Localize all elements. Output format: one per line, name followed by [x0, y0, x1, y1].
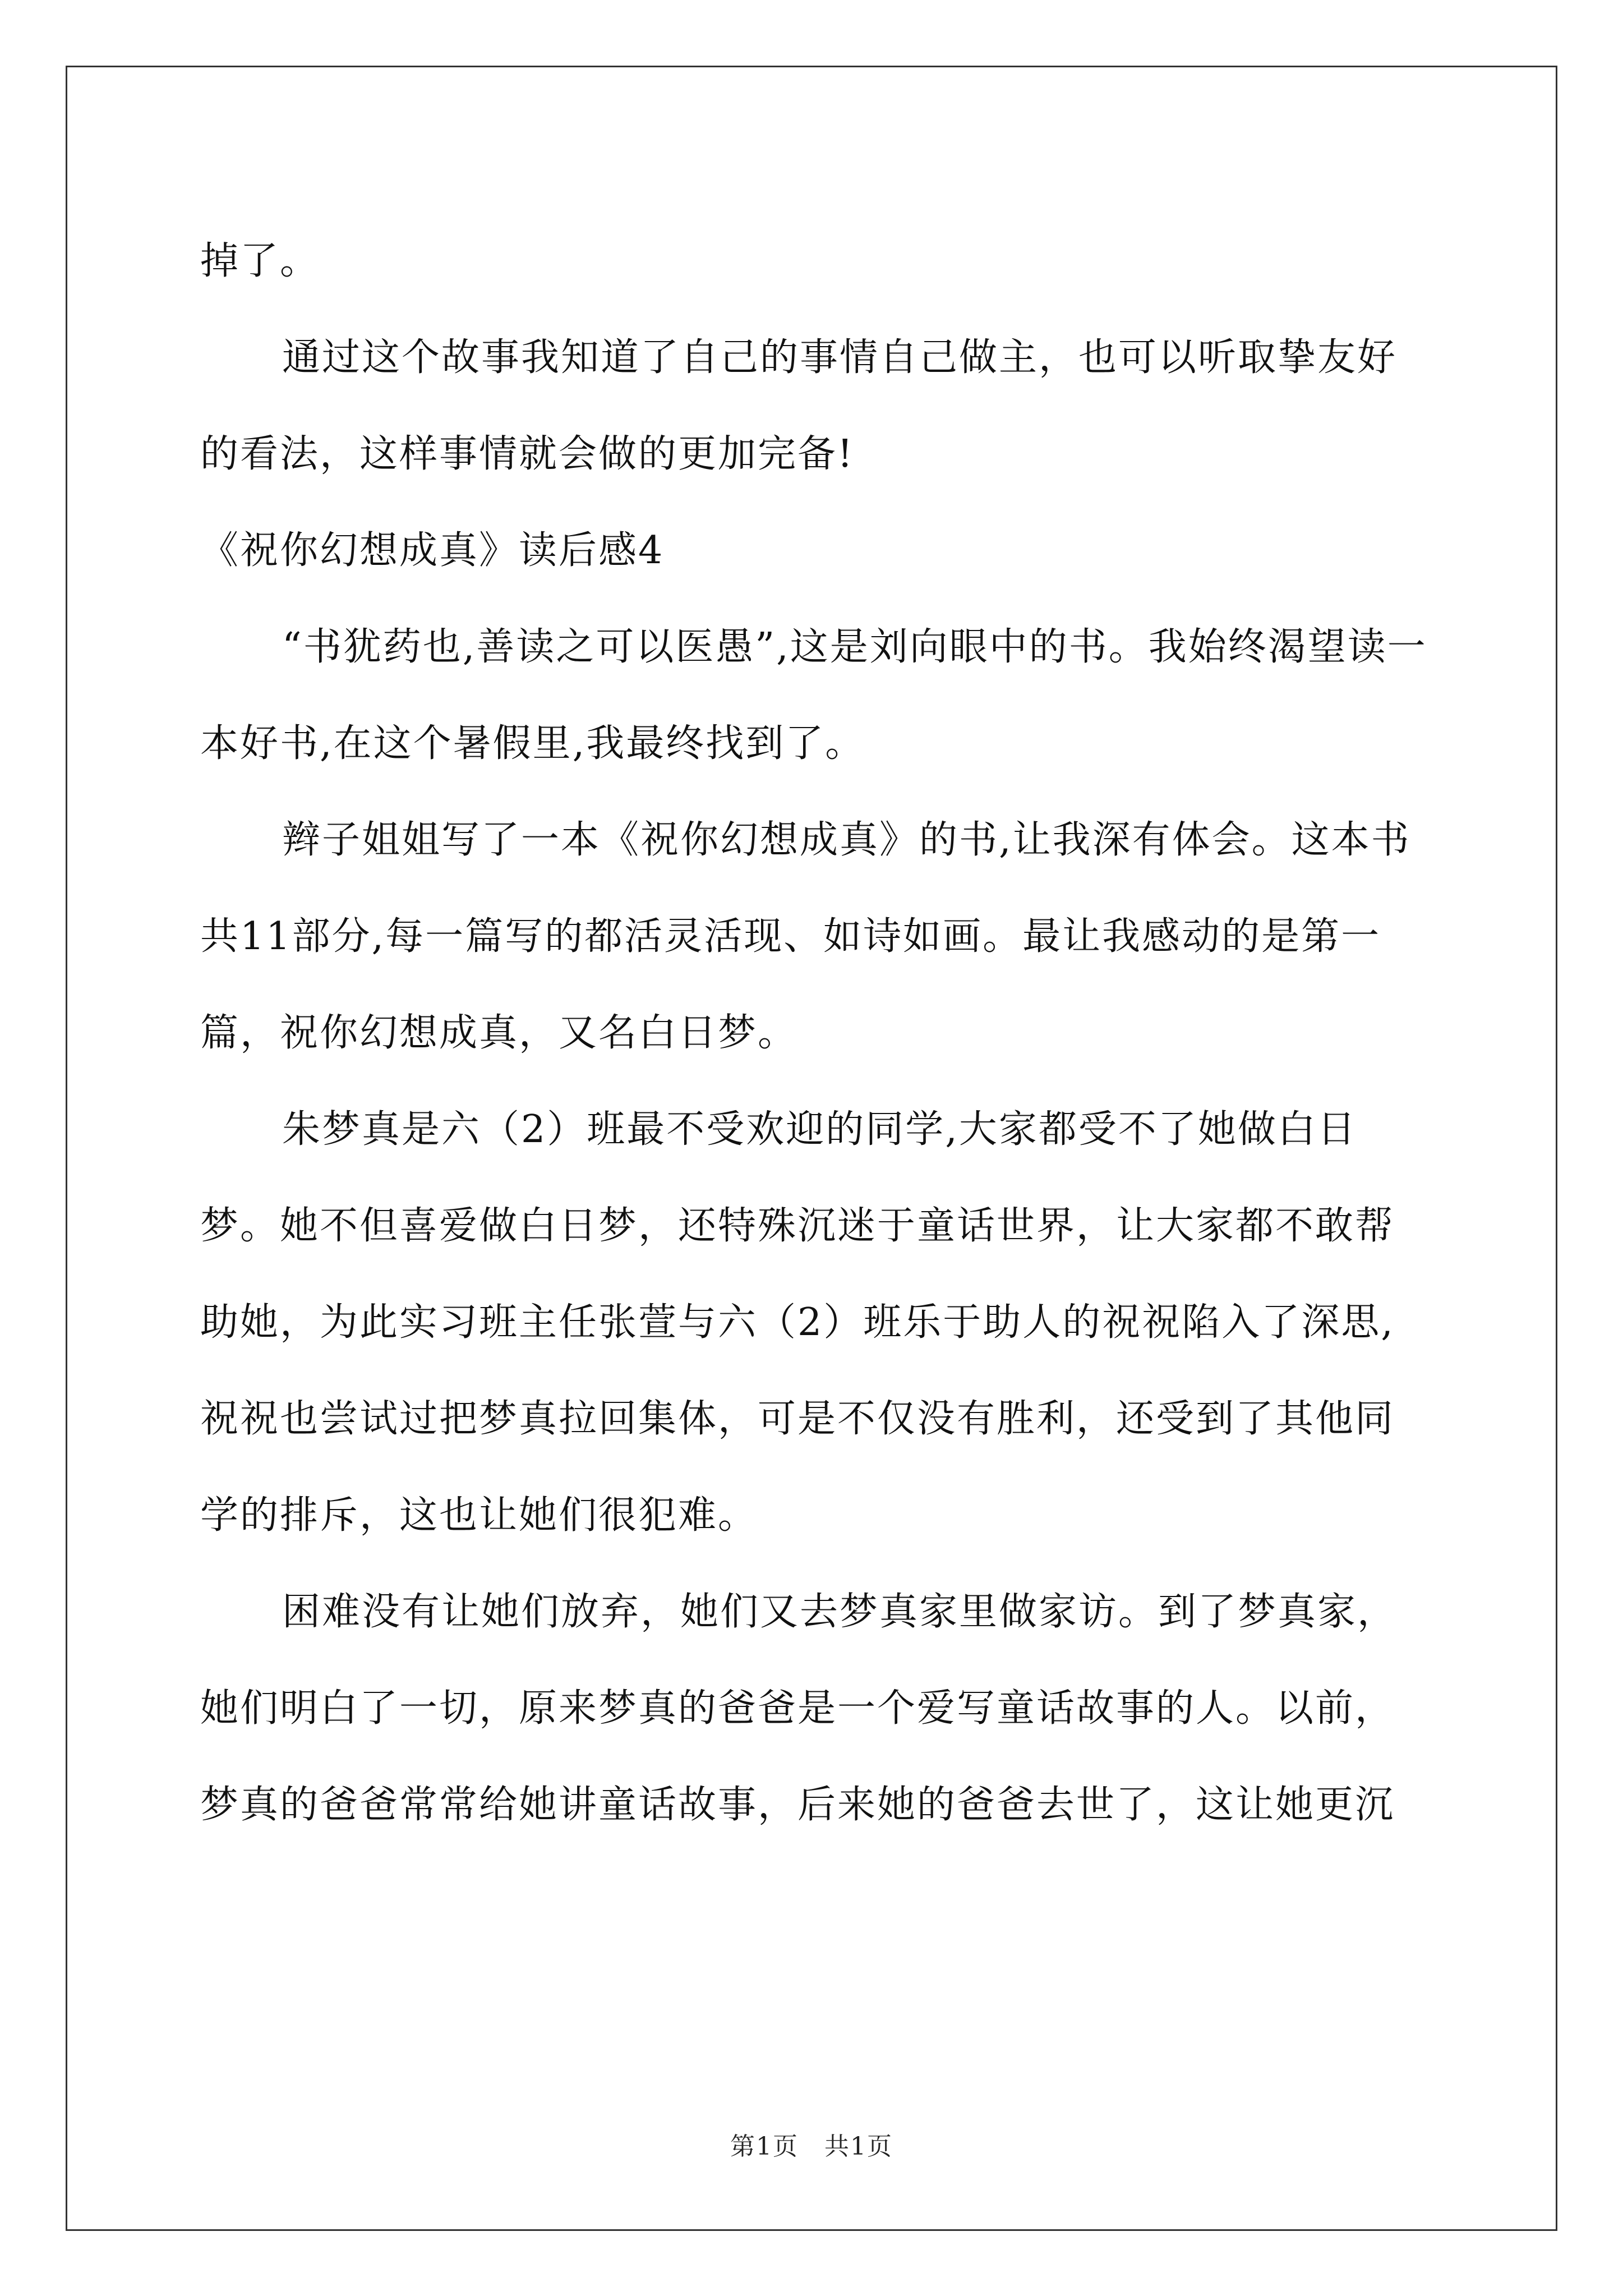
paragraph-story-summary: 朱梦真是六（2）班最不受欢迎的同学,大家都受不了她做白日梦。她不但喜爱做白日梦，还特殊沉迷于童话世界，让大家都不敢帮助她，为此实习班主任张萱与六（2）班乐于助人的祝祝陷入了深思,祝祝也尝试过把梦真拉回集体，可是不仅没有胜利，还受到了其他同学的排斥，这也让她们很犯难。: [200, 1107, 1395, 1538]
page-number-footer: 第1页 共1页: [730, 2132, 893, 2161]
document-body: [200, 213, 1428, 1853]
section-heading: 《祝你幻想成真》读后感4: [200, 528, 665, 573]
paragraph-home-visit: 困难没有让她们放弃，她们又去梦真家里做家访。到了梦真家，她们明白了一切，原来梦真的爸爸是一个爱写童话故事的人。以前，梦真的爸爸常常给她讲童话故事，后来她的爸爸去世了，这让她更沉: [200, 1590, 1398, 1827]
paragraph-book-overview: 辫子姐姐写了一本《祝你幻想成真》的书,让我深有体会。这本书共11部分,每一篇写的都活灵活现、如诗如画。最让我感动的是第一篇，祝你幻想成真，又名白日梦。: [200, 818, 1411, 1055]
paragraph-intro: “书犹药也,善读之可以医愚”,这是刘向眼中的书。我始终渴望读一本好书,在这个暑假里,我最终找到了。: [200, 625, 1427, 766]
paragraph-conclusion: 通过这个故事我知道了自己的事情自己做主，也可以听取挚友好的看法，这样事情就会做的更加完备!: [200, 335, 1398, 476]
paragraph-continuation: 掉了。: [200, 239, 320, 283]
